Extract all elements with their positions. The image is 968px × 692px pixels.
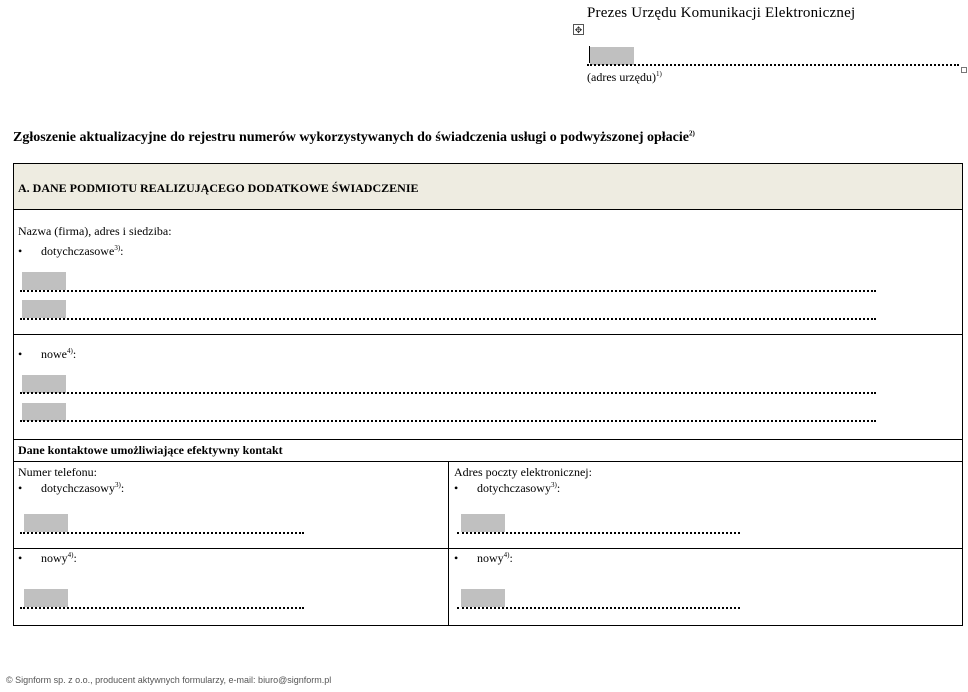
phone-new-line bbox=[20, 607, 304, 609]
current-name-line-2 bbox=[20, 318, 876, 320]
bullet: • bbox=[18, 551, 23, 565]
email-current-label: dotychczasowy$^{3)}$: bbox=[477, 481, 561, 495]
email-new-label: nowy$^{4)}$: bbox=[477, 551, 513, 565]
email-current-line bbox=[457, 532, 740, 534]
new-name-line-2 bbox=[20, 420, 876, 422]
new-name-field-1[interactable] bbox=[22, 375, 66, 393]
bullet: • bbox=[18, 481, 23, 495]
current-name-line-1 bbox=[20, 290, 876, 292]
phone-current-field[interactable] bbox=[24, 514, 68, 532]
footer-credit: © Signform sp. z o.o., producent aktywnych formularzy, e-mail: biuro@signform.pl bbox=[6, 675, 332, 685]
phone-current-label: dotychczasowy$^{3)}$: bbox=[41, 481, 125, 495]
document-title: Zgłoszenie aktualizacyjne do rejestru numerów wykorzystywanych do świadczenia usługi o podwyższonej opłacie$^{2)}$ bbox=[13, 129, 695, 145]
current-name-label: dotychczasowe$^{3)}$: bbox=[41, 244, 124, 258]
new-name-label: nowe$^{4)}$: bbox=[41, 347, 77, 361]
row-divider bbox=[14, 548, 962, 549]
phone-new-field[interactable] bbox=[24, 589, 68, 607]
bullet: • bbox=[454, 481, 459, 495]
column-divider bbox=[448, 461, 449, 625]
email-new-field[interactable] bbox=[461, 589, 505, 607]
phone-current-line bbox=[20, 532, 304, 534]
bullet: • bbox=[18, 244, 23, 258]
current-name-field-1[interactable] bbox=[22, 272, 66, 290]
table-resize-handle-icon[interactable] bbox=[961, 67, 967, 73]
office-address-caption: (adres urzędu)$^{1)}$ bbox=[587, 70, 662, 84]
office-address-field[interactable] bbox=[590, 47, 634, 65]
new-name-field-2[interactable] bbox=[22, 403, 66, 421]
contact-heading: Dane kontaktowe umożliwiające efektywny kontakt bbox=[18, 443, 283, 457]
row-divider bbox=[14, 439, 962, 440]
bullet: • bbox=[454, 551, 459, 565]
row-divider bbox=[14, 461, 962, 462]
phone-new-label: nowy$^{4)}$: bbox=[41, 551, 77, 565]
bullet: • bbox=[18, 347, 23, 361]
recipient-title: Prezes Urzędu Komunikacji Elektronicznej bbox=[587, 5, 856, 21]
phone-label: Numer telefonu: bbox=[18, 465, 97, 479]
email-new-line bbox=[457, 607, 740, 609]
email-label: Adres poczty elektronicznej: bbox=[454, 465, 592, 479]
new-name-line-1 bbox=[20, 392, 876, 394]
text-caret bbox=[589, 46, 590, 63]
section-a-heading: A. DANE PODMIOTU REALIZUJĄCEGO DODATKOWE ŚWIADCZENIE bbox=[18, 181, 419, 195]
row-divider bbox=[14, 334, 962, 335]
current-name-field-2[interactable] bbox=[22, 300, 66, 318]
name-address-label: Nazwa (firma), adres i siedziba: bbox=[18, 224, 172, 238]
office-address-underline bbox=[587, 64, 959, 66]
table-move-handle-icon[interactable]: ✥ bbox=[574, 25, 583, 35]
email-current-field[interactable] bbox=[461, 514, 505, 532]
